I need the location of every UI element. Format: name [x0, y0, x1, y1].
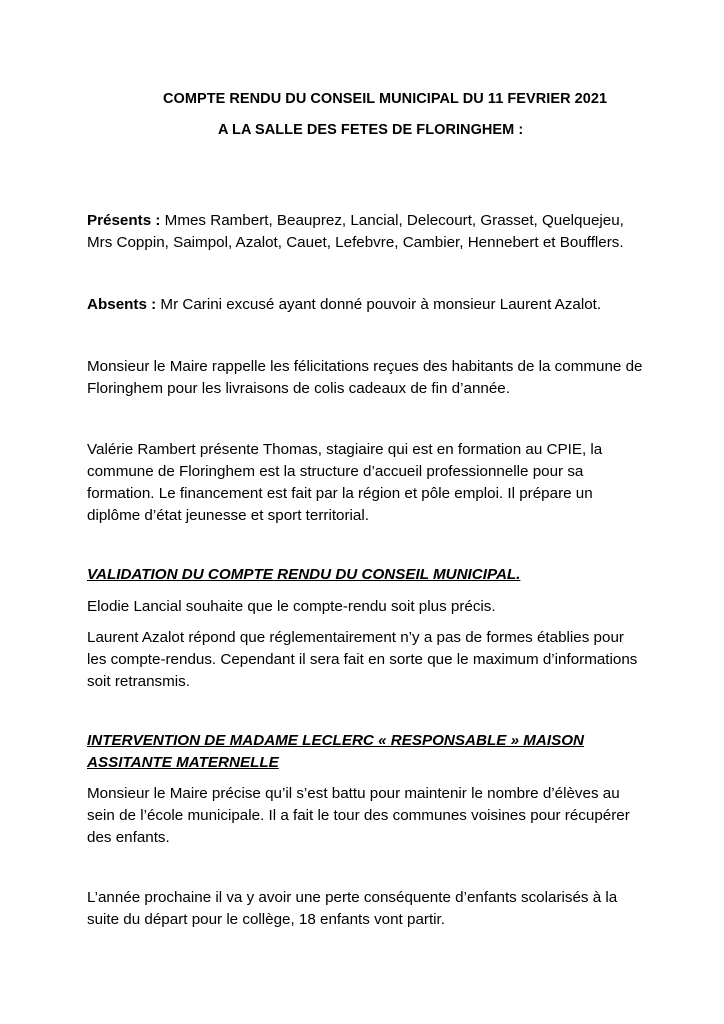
absents-text: Mr Carini excusé ayant donné pouvoir à monsieur Laurent Azalot. [156, 296, 602, 313]
document-subtitle: A LA SALLE DES FETES DE FLORINGHEM : [218, 122, 524, 138]
presents-label: Présents : [87, 212, 161, 229]
intervention-heading: INTERVENTION DE MADAME LECLERC « RESPONSABLE » MAISON ASSITANTE MATERNELLE [87, 732, 585, 771]
validation-heading: VALIDATION DU COMPTE RENDU DU CONSEIL MUNICIPAL. [87, 566, 521, 583]
maire-ecole-paragraph: Monsieur le Maire précise qu’il s’est battu pour maintenir le nombre d’élèves au sein de l’école municipale. Il a fait le tour des communes voisines pour récupérer des enfants. [87, 785, 630, 846]
valerie-paragraph: Valérie Rambert présente Thomas, stagiaire qui est en formation au CPIE, la commune de Floringhem est la structure d’accueil professionnelle pour sa formation. Le financement est fait par la région et pôle emploi. Il prépare un diplôme d’état jeunesse et sport territorial. [87, 441, 603, 524]
absents-paragraph [87, 294, 647, 316]
maire-felicitations-paragraph: Monsieur le Maire rappelle les félicitations reçues des habitants de la commune de Floringhem pour les livraisons de colis cadeaux de fin d’année. [87, 358, 643, 397]
presents-paragraph [87, 210, 647, 254]
laurent-paragraph: Laurent Azalot répond que réglementairement n’y a pas de formes établies pour les compte-rendus. Cependant il sera fait en sorte que le maximum d’informations soit retransmis. [87, 629, 638, 690]
presents-text: Mmes Rambert, Beauprez, Lancial, Delecourt, Grasset, Quelquejeu, Mrs Coppin, Saimpol, Azalot, Cauet, Lefebvre, Cambier, Hennebert et Boufflers. [87, 212, 624, 251]
document-title: COMPTE RENDU DU CONSEIL MUNICIPAL DU 11 FEVRIER 2021 [163, 91, 608, 107]
annee-prochaine-paragraph: L’année prochaine il va y avoir une perte conséquente d’enfants scolarisés à la suite du départ pour le collège, 18 enfants vont partir. [87, 889, 618, 928]
elodie-paragraph: Elodie Lancial souhaite que le compte-rendu soit plus précis. [87, 598, 496, 615]
absents-label: Absents : [87, 296, 157, 313]
